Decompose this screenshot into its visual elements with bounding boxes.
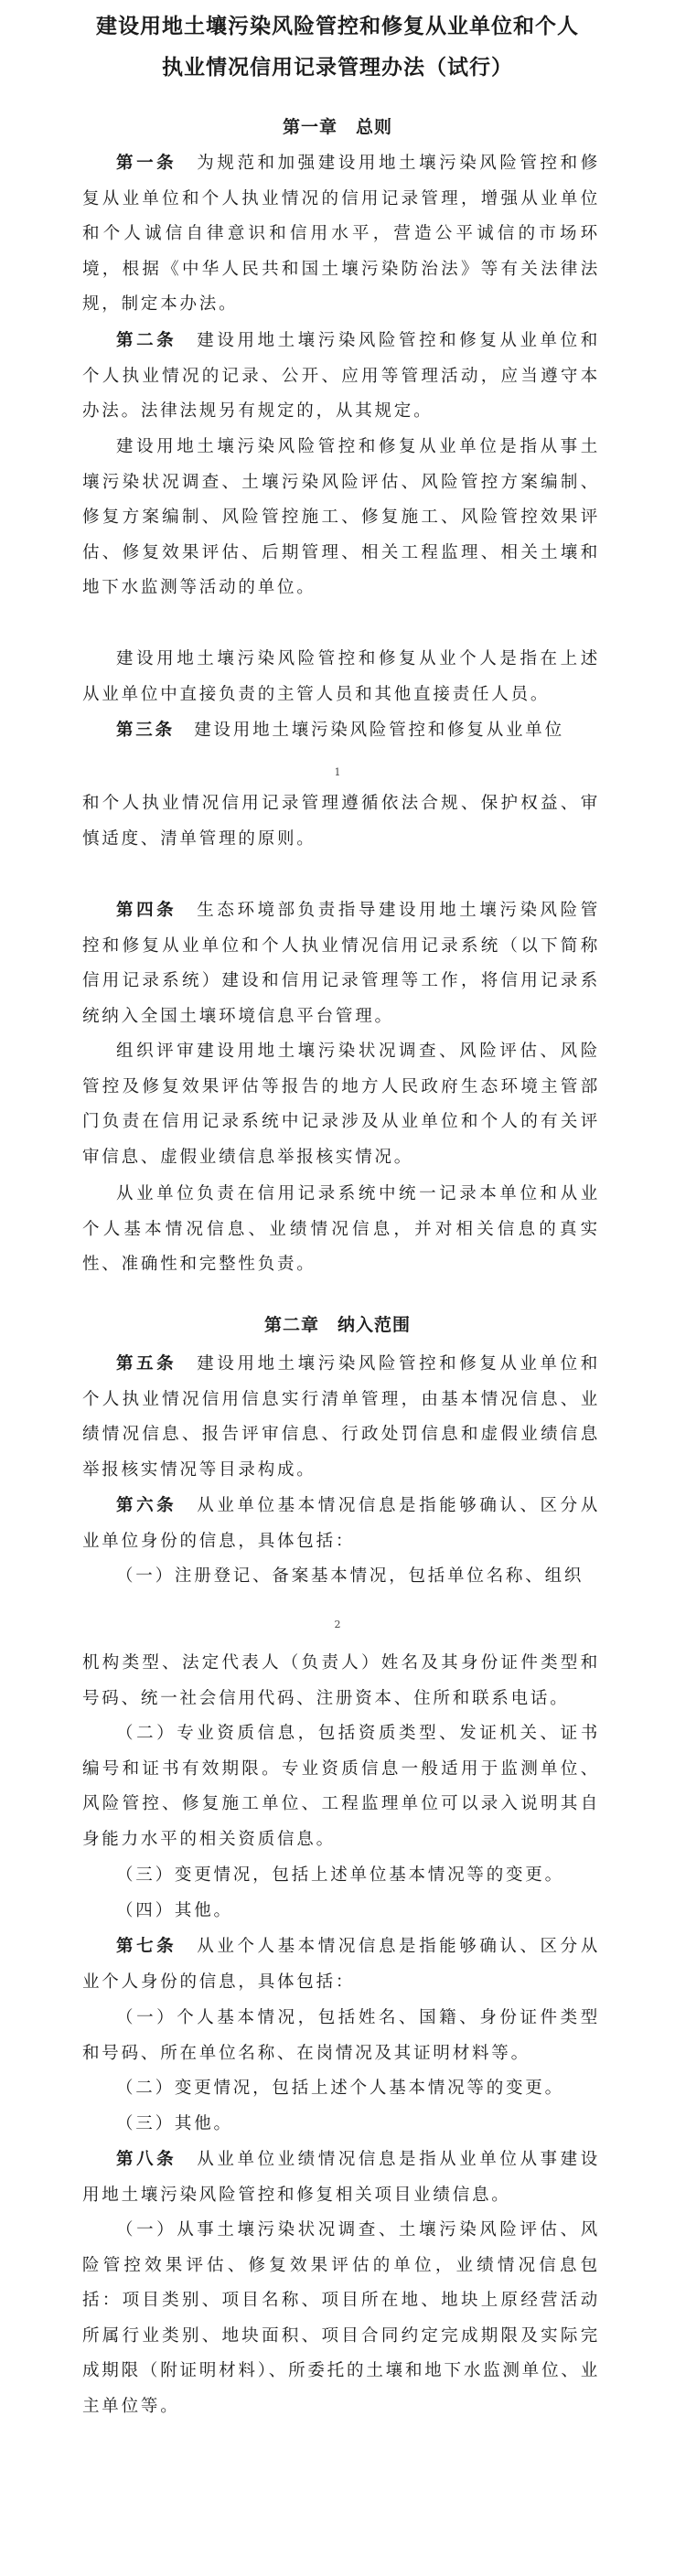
article-2-label: 第二条: [116, 331, 177, 350]
article-1-text: 为规范和加强建设用地土壤污染风险管控和修复从业单位和个人执业情况的信用记录管理，增强从业单位和个人诚信自律意识和信用水平，营造公平诚信的市场环境，根据《中华人民共和国土壤污染防治法》等有关法律法规，制定本办法。: [82, 154, 600, 315]
page-number-2: 2: [334, 1619, 341, 1630]
article-3-label: 第三条: [116, 721, 175, 740]
article-6-item-2: （二）专业资质信息，包括资质类型、发证机关、证书编号和证书有效期限。专业资质信息一般适用于监测单位、风险管控、修复施工单位、工程监理单位可以录入说明其自身能力水平的相关资质信息。: [82, 1724, 600, 1849]
article-2-paragraph-2: 建设用地土壤污染风险管控和修复从业单位是指从事土壤污染状况调查、土壤污染风险评估、风险管控方案编制、修复方案编制、风险管控施工、修复施工、风险管控效果评估、修复效果评估、后期管理、相关工程监理、相关土壤和地下水监测等活动的单位。: [82, 437, 600, 598]
article-6-text: 从业单位基本情况信息是指能够确认、区分从业单位身份的信息，具体包括：: [82, 1496, 600, 1551]
article-6-item-1-part-2: 机构类型、法定代表人（负责人）姓名及其身份证件类型和号码、统一社会信用代码、注册资本、住所和联系电话。: [82, 1653, 600, 1708]
article-5-label: 第五条: [116, 1354, 177, 1374]
document-title-line2: 执业情况信用记录管理办法（试行）: [162, 55, 513, 80]
article-7-item-3: （三）其他。: [116, 2114, 233, 2133]
article-7-text: 从业个人基本情况信息是指能够确认、区分从业个人身份的信息，具体包括：: [82, 1937, 600, 1992]
article-6: [82, 1489, 600, 1559]
article-6-label: 第六条: [116, 1496, 177, 1515]
page-number-1: 1: [334, 766, 341, 778]
article-2-paragraph-3: 建设用地土壤污染风险管控和修复从业个人是指在上述从业单位中直接负责的主管人员和其他直接责任人员。: [82, 649, 600, 704]
article-2-text: 建设用地土壤污染风险管控和修复从业单位和个人执业情况的记录、公开、应用等管理活动，应当遵守本办法。法律法规另有规定的，从其规定。: [82, 331, 600, 422]
article-4-label: 第四条: [116, 901, 177, 920]
article-4-text: 生态环境部负责指导建设用地土壤污染风险管控和修复从业单位和个人执业情况信用记录系统（以下简称信用记录系统）建设和信用记录管理等工作，将信用记录系统纳入全国土壤环境信息平台管理。: [82, 901, 600, 1026]
article-8-item-1: （一）从事土壤污染状况调查、土壤污染风险评估、风险管控效果评估、修复效果评估的单位，业绩情况信息包括：项目类别、项目名称、项目所在地、地块上原经营活动所属行业类别、地块面积、项目合同约定完成期限及实际完成期限（附证明材料）、所委托的土壤和地下水监测单位、业主单位等。: [82, 2220, 600, 2416]
article-3-part-1: [82, 713, 600, 749]
article-3-part-2: 和个人执业情况信用记录管理遵循依法合规、保护权益、审慎适度、清单管理的原则。: [82, 794, 600, 849]
article-7-item-1: （一）个人基本情况，包括姓名、国籍、身份证件类型和号码、所在单位名称、在岗情况及其证明材料等。: [82, 2008, 600, 2063]
article-7: [82, 1929, 600, 2000]
article-8-text: 从业单位业绩情况信息是指从业单位从事建设用地土壤污染风险管控和修复相关项目业绩信息。: [82, 2150, 600, 2205]
article-6-item-4: （四）其他。: [116, 1901, 233, 1920]
chapter-2-heading: 第二章 纳入范围: [263, 1315, 411, 1335]
article-7-label: 第七条: [116, 1937, 177, 1956]
article-5-text: 建设用地土壤污染风险管控和修复从业单位和个人执业情况信用信息实行清单管理，由基本情况信息、业绩情况信息、报告评审信息、行政处罚信息和虚假业绩信息举报核实情况等目录构成。: [82, 1354, 600, 1480]
chapter-1-heading: 第一章 总则: [282, 117, 392, 137]
article-4-paragraph-2: 组织评审建设用地土壤污染状况调查、风险评估、风险管控及修复效果评估等报告的地方人民政府生态环境主管部门负责在信用记录系统中记录涉及从业单位和个人的有关评审信息、虚假业绩信息举报核实情况。: [82, 1042, 600, 1167]
article-5: [82, 1347, 600, 1488]
article-1-label: 第一条: [116, 154, 177, 173]
article-3-text-part-1: 建设用地土壤污染风险管控和修复从业单位: [174, 721, 564, 740]
article-6-item-3: （三）变更情况，包括上述单位基本情况等的变更。: [116, 1865, 564, 1885]
article-8-label: 第八条: [116, 2150, 177, 2169]
article-6-item-1-part-1: （一）注册登记、备案基本情况，包括单位名称、组织: [116, 1566, 584, 1586]
document-title-line1: 建设用地土壤污染风险管控和修复从业单位和个人: [96, 14, 579, 38]
article-2: [82, 324, 600, 430]
article-1: [82, 146, 600, 323]
article-7-item-2: （二）变更情况，包括上述个人基本情况等的变更。: [116, 2079, 564, 2098]
article-8: [82, 2143, 600, 2213]
article-4-paragraph-3: 从业单位负责在信用记录系统中统一记录本单位和从业个人基本情况信息、业绩情况信息，并对相关信息的真实性、准确性和完整性负责。: [82, 1184, 600, 1275]
article-4: [82, 893, 600, 1034]
